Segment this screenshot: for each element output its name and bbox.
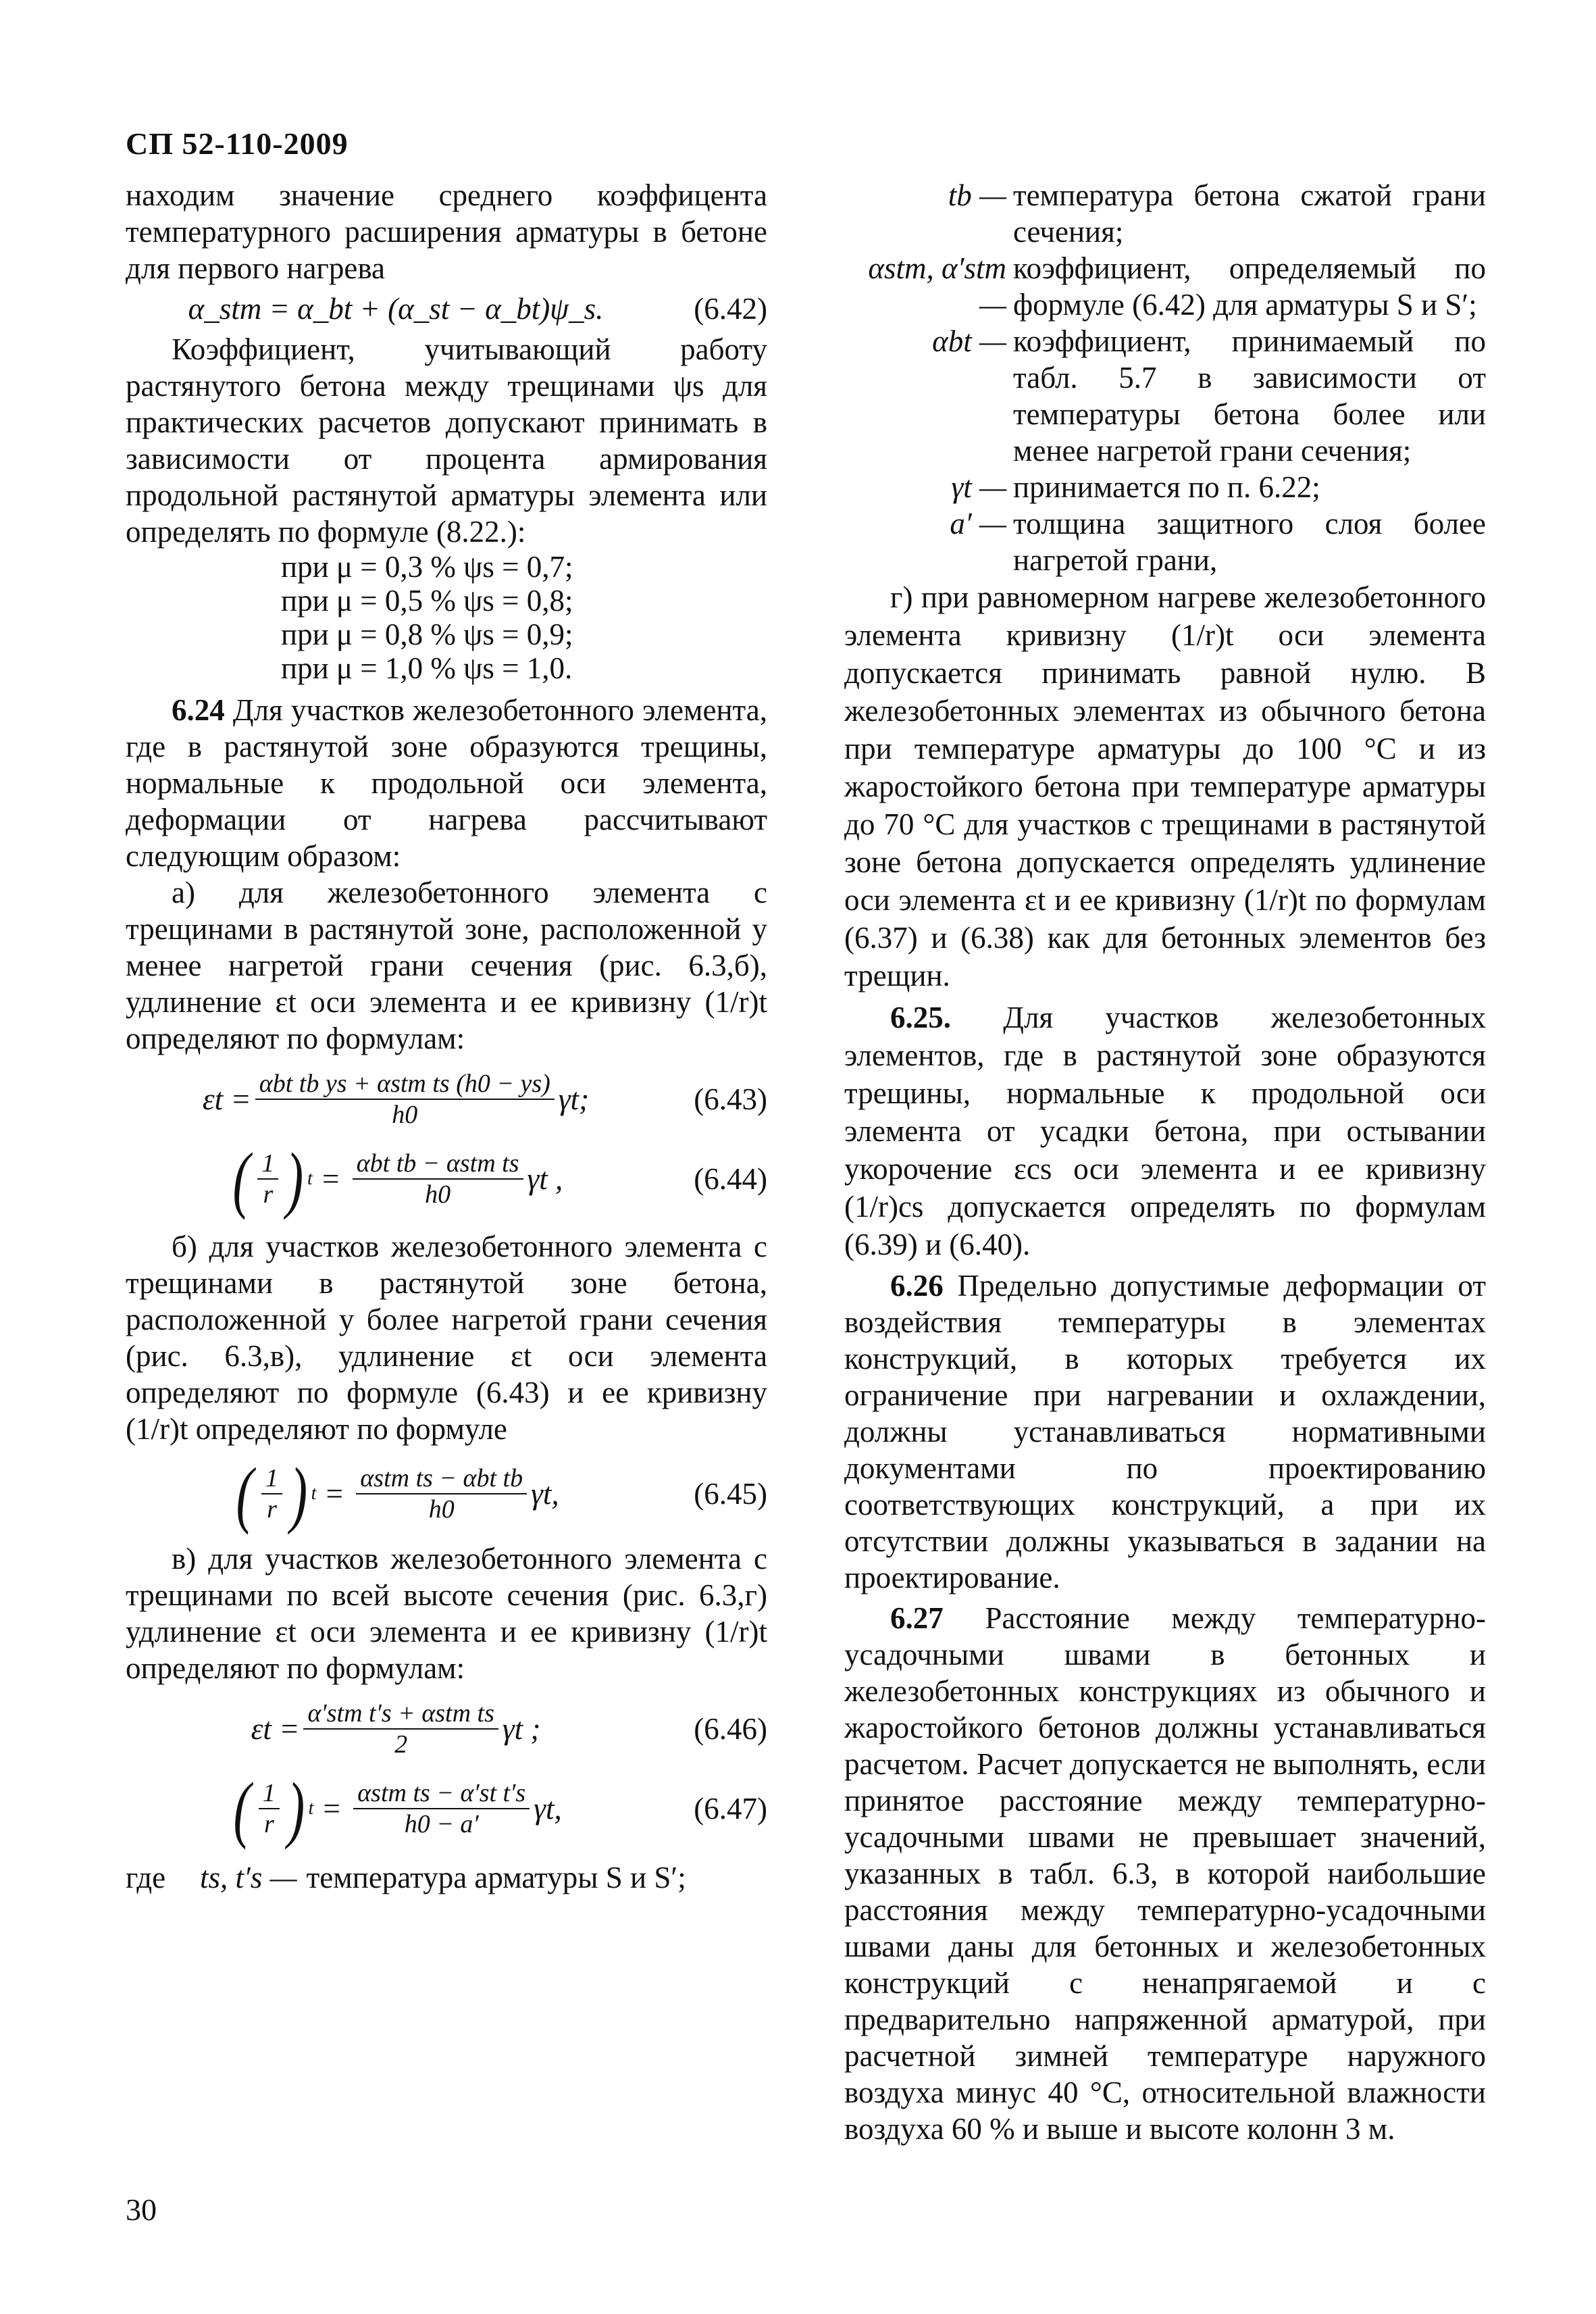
formula-6-43-tail: γt;	[558, 1082, 590, 1116]
formula-6-45-fraction	[356, 1463, 527, 1524]
where-term: ts, t′s —	[200, 1861, 297, 1894]
paragraph-case-g: г) при равномерном нагреве железобетонного элемента кривизну (1/r)t оси элемента допускается принимать равной нулю. В железобетонных элементах из обычного бетона при температуре арматуры до 100 °С и из жаростойкого бетона при температуре арматуры до 70 °С для участков с трещинами в растянутой зоне бетона допускается определять удлинение оси элемента εt и ее кривизну (1/r)t по формулам (6.37) и (6.38) как для бетонных элементов без трещин.	[844, 580, 1486, 992]
formula-6-46-fraction	[303, 1699, 498, 1759]
formula-6-45-expression: ( $\frac{1}{r}$ ) t = $\frac{\text{αstm ts − αbt tb}}{h0}$ γt,	[126, 1457, 666, 1531]
formula-6-46	[126, 1699, 767, 1759]
page-number: 30	[126, 2192, 157, 2227]
definition-body: температура бетона сжатой грани сечения;	[1013, 178, 1486, 249]
formula-6-43	[126, 1069, 767, 1130]
definition-body: толщина защитного слоя более нагретой грани,	[1013, 507, 1486, 577]
formula-6-44	[126, 1138, 767, 1220]
formula-6-47-expression: ( $\frac{1}{r}$ ) t = $\frac{\text{αstm ts − α′st t′s}}{h0 - a'}$ γt,	[126, 1771, 666, 1846]
formula-6-42	[126, 291, 767, 327]
where-label: где	[126, 1861, 166, 1894]
section-6-24	[126, 692, 767, 874]
formula-6-43-expression	[126, 1069, 666, 1130]
formula-6-43-fraction	[255, 1069, 555, 1130]
section-6-24-number: 6.24	[172, 693, 225, 727]
definition-row	[844, 505, 1486, 578]
curvature-symbol: ( $\frac{1}{r}$ ) t	[236, 1453, 317, 1535]
formula-6-47-numerator: αstm ts − α′st t′s	[353, 1778, 530, 1809]
definition-term: tb —	[948, 178, 1006, 212]
formula-6-47-tail: γt,	[534, 1792, 562, 1826]
formula-6-45-numerator: αstm ts − αbt tb	[356, 1463, 527, 1494]
definition-body: коэффициент, принимаемый по табл. 5.7 в зависимости от температуры бетона более или менее нагретой грани сечения;	[1013, 324, 1486, 468]
condition-row: при μ = 0,3 % ψs = 0,7;	[281, 550, 573, 584]
formula-6-44-number: (6.44)	[694, 1162, 767, 1196]
formula-6-45	[126, 1453, 767, 1535]
section-6-24-text: Для участков железобетонного элемента, где в растянутой зоне образуются трещины, нормальные к продольной оси элемента, деформации от нагрева рассчитывают следующим образом:	[126, 693, 767, 873]
paragraph-intro: находим значение среднего коэффицента температурного расширения арматуры в бетоне для первого нагрева	[126, 178, 767, 285]
formula-6-43-numerator: αbt tb ys + αstm ts (h0 − ys)	[255, 1069, 555, 1100]
section-6-27-text: Расстояние между температурно-усадочными швами в бетонных и железобетонных конструкциях из обычного и жаростойкого бетонов должны устанавливаться расчетом. Расчет допускается не выполнять, если принятое расстояние между температурно-усадочными швами не превышает значений, указанных в табл. 6.3, в которой наибольшие расстояния между температурно-усадочными швами даны для бетонных и железобетонных конструкций с ненапрягаемой и с предварительно напряженной арматурой, при расчетной зимней температуре наружного воздуха минус 40 °С, относительной влажности воздуха 60 % и выше и высоте колонн 3 м.	[844, 1601, 1486, 2146]
curvature-symbol: ( $\frac{1}{r}$ ) t	[232, 1138, 313, 1220]
formula-6-47-fraction	[353, 1778, 530, 1839]
right-column	[844, 177, 1486, 2147]
formula-6-46-number: (6.46)	[694, 1712, 767, 1746]
condition-row: при μ = 1,0 % ψs = 1,0.	[281, 651, 573, 685]
left-column	[126, 177, 767, 1896]
condition-row: при μ = 0,8 % ψs = 0,9;	[281, 618, 573, 651]
definition-row	[844, 250, 1486, 323]
symbol-definitions	[844, 177, 1486, 578]
curvature-symbol: ( $\frac{1}{r}$ ) t	[233, 1767, 314, 1850]
definition-term: αbt —	[932, 324, 1006, 358]
paragraph-case-a: а) для железобетонного элемента с трещинами в растянутой зоне, расположенной у менее нагретой грани сечения (рис. 6.3,б), удлинение εt оси элемента и ее кривизну (1/r)t определяют по формулам:	[126, 876, 767, 1055]
paragraph-psi-coefficient: Коэффициент, учитывающий работу растянутого бетона между трещинами ψs для практических расчетов допускают принимать в зависимости от процента армирования продольной растянутой арматуры элемента или определять по формуле (8.22.):	[126, 332, 767, 549]
section-6-26	[844, 1267, 1486, 1596]
section-6-25	[844, 999, 1486, 1263]
formula-6-42-expression: α_stm = α_bt + (α_st − α_bt)ψ_s.	[188, 292, 604, 326]
definition-row	[844, 177, 1486, 250]
where-body: температура арматуры S и S′;	[306, 1861, 686, 1894]
formula-6-47-denominator: h0 − a′	[404, 1810, 479, 1838]
paragraph-case-c: в) для участков железобетонного элемента с трещинами по всей высоте сечения (рис. 6.3,г) удлинение εt оси элемента и ее кривизну (1/r)t определяют по формулам:	[126, 1542, 767, 1685]
section-6-25-number: 6.25.	[890, 1001, 951, 1034]
formula-6-44-expression: ( $\frac{1}{r}$ ) t = $\frac{\text{αbt tb − αstm ts}}{h0}$ γt ,	[126, 1142, 666, 1216]
section-6-27	[844, 1600, 1486, 2147]
where-definition	[126, 1859, 767, 1896]
formula-6-47-number: (6.47)	[694, 1792, 767, 1826]
definition-term: γt —	[951, 470, 1006, 504]
formula-6-43-lhs: εt =	[202, 1082, 251, 1116]
formula-6-46-lhs: εt =	[251, 1712, 300, 1746]
definition-term: αstm, α′stm —	[868, 251, 1006, 322]
section-6-26-text: Предельно допустимые деформации от воздействия температуры в элементах конструкций, в которых требуется их ограничение при нагревании и охлаждении, должны устанавливаться нормативными документами по проектированию соответствующих конструкций, а при их отсутствии должны указываться в задании на проектирование.	[844, 1269, 1486, 1594]
definition-body: коэффициент, определяемый по формуле (6.42) для арматуры S и S′;	[1013, 251, 1486, 322]
definition-row	[844, 469, 1486, 505]
section-6-25-text: Для участков железобетонных элементов, где в растянутой зоне образуются трещины, нормальные к продольной оси элемента от усадки бетона, при остывании укорочение εcs оси элемента и ее кривизну (1/r)cs допускается определять по формулам (6.39) и (6.40).	[844, 1001, 1486, 1261]
formula-6-46-tail: γt ;	[502, 1712, 541, 1746]
section-6-27-number: 6.27	[890, 1601, 944, 1635]
formula-6-45-denominator: h0	[428, 1495, 455, 1524]
definition-term: a′ —	[950, 507, 1006, 540]
formula-6-45-tail: γt,	[531, 1477, 559, 1511]
reinforcement-conditions	[126, 550, 767, 685]
formula-6-47	[126, 1767, 767, 1850]
formula-6-44-numerator: αbt tb − αstm ts	[353, 1149, 523, 1180]
formula-6-44-tail: γt ,	[527, 1162, 563, 1196]
formula-6-43-number: (6.43)	[694, 1082, 767, 1116]
definition-row	[844, 323, 1486, 469]
section-6-26-number: 6.26	[890, 1269, 944, 1303]
formula-6-42-number: (6.42)	[694, 292, 767, 326]
formula-6-44-denominator: h0	[425, 1180, 451, 1209]
formula-6-46-denominator: 2	[394, 1730, 408, 1759]
formula-6-46-numerator: α′stm t′s + αstm ts	[303, 1699, 498, 1730]
paragraph-case-b: б) для участков железобетонного элемента с трещинами в растянутой зоне бетона, расположенной у более нагретой грани сечения (рис. 6.3,в), удлинение εt оси элемента определяют по формуле (6.43) и ее кривизну (1/r)t определяют по формуле	[126, 1230, 767, 1446]
formula-6-46-expression	[126, 1699, 666, 1759]
page-header: СП 52-110-2009	[126, 126, 349, 161]
formula-6-44-fraction	[353, 1149, 523, 1209]
definition-body: принимается по п. 6.22;	[1013, 470, 1320, 504]
formula-6-43-denominator: h0	[392, 1101, 418, 1129]
condition-row: при μ = 0,5 % ψs = 0,8;	[281, 584, 573, 618]
formula-6-45-number: (6.45)	[694, 1477, 767, 1511]
